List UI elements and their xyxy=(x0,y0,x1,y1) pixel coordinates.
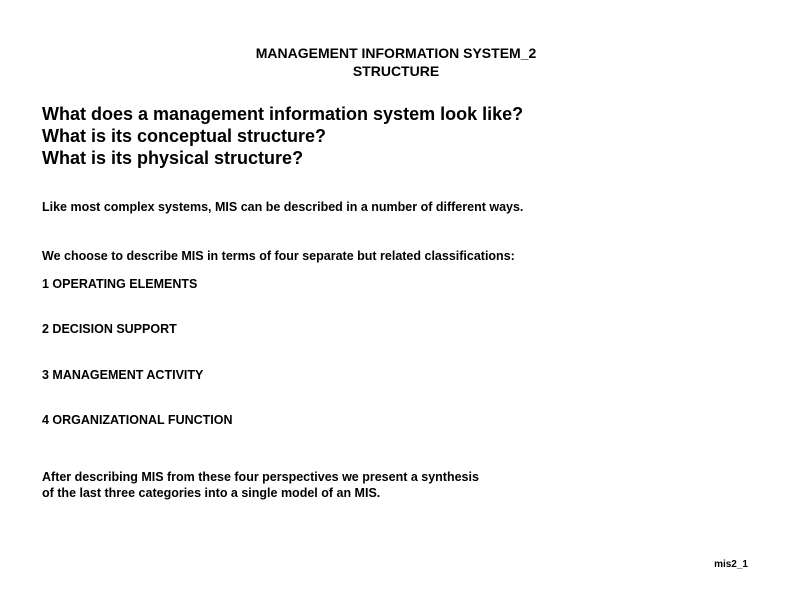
classification-item-3: 3 MANAGEMENT ACTIVITY xyxy=(42,368,204,382)
classification-intro: We choose to describe MIS in terms of four separate but related classifications: xyxy=(42,249,515,263)
title-line-1: MANAGEMENT INFORMATION SYSTEM_2 xyxy=(255,45,537,61)
page-title xyxy=(0,44,792,80)
slide-id: mis2_1 xyxy=(714,559,748,570)
classification-item-4: 4 ORGANIZATIONAL FUNCTION xyxy=(42,413,233,427)
question-3: What is its physical structure? xyxy=(42,148,304,168)
intro-text: Like most complex systems, MIS can be described in a number of different ways. xyxy=(42,200,524,214)
synthesis-text xyxy=(42,469,479,501)
classification-item-2: 2 DECISION SUPPORT xyxy=(42,322,177,336)
question-1: What does a management information system look like? xyxy=(42,104,524,124)
question-list xyxy=(42,103,523,169)
classification-item-1: 1 OPERATING ELEMENTS xyxy=(42,277,198,291)
synthesis-line-1: After describing MIS from these four perspectives we present a synthesis xyxy=(42,470,479,484)
question-2: What is its conceptual structure? xyxy=(42,126,327,146)
synthesis-line-2: of the last three categories into a single model of an MIS. xyxy=(42,486,381,500)
title-line-2: STRUCTURE xyxy=(352,63,440,79)
